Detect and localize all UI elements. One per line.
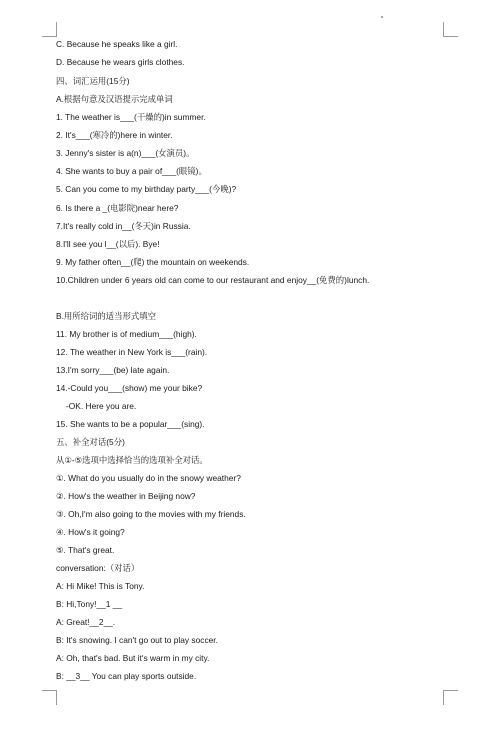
question-10: 10.Children under 6 years old can come to our restaurant and enjoy__(免费的)lunch. <box>56 275 370 285</box>
crop-mark-bottom-right <box>443 690 458 705</box>
dialogue-line-2: B: Hi,Tony!__1 __ <box>56 599 123 609</box>
conversation-label: conversation:（对话） <box>56 563 140 573</box>
question-14-reply: -OK. Here you are. <box>66 401 137 411</box>
part-b-instruction: B.用所给词的适当形式填空 <box>56 311 157 321</box>
question-11: 11. My brother is of medium___(high). <box>56 329 197 339</box>
dialogue-instruction: 从①-⑤选项中选择恰当的选项补全对话。 <box>56 455 208 465</box>
dialogue-line-4: B: It's snowing. I can't go out to play soccer. <box>56 635 218 645</box>
crop-mark-top-right <box>443 22 458 37</box>
crop-mark-top-left <box>42 22 57 37</box>
question-7: 7.It's really cold in__(冬天)in Russia. <box>56 221 191 231</box>
question-4: 4. She wants to buy a pair of___(眼镜)。 <box>56 166 207 176</box>
section-4-heading: 四、词汇运用(15分) <box>56 76 130 86</box>
question-5: 5. Can you come to my birthday party___(今晚)? <box>56 184 237 194</box>
page-speck <box>381 16 383 18</box>
part-a-instruction: A.根据句意及汉语提示完成单词 <box>56 94 173 104</box>
question-15: 15. She wants to be a popular___(sing). <box>56 419 205 429</box>
crop-mark-bottom-left <box>42 690 57 705</box>
question-13: 13.I'm sorry___(be) late again. <box>56 365 170 375</box>
question-8: 8.I'll see you l__(以后). Bye! <box>56 239 160 249</box>
dialogue-line-1: A: Hi Mike! This is Tony. <box>56 581 145 591</box>
choice-5: ⑤. That's great. <box>56 545 115 555</box>
question-1: 1. The weather is___(干燥的)in summer. <box>56 112 206 122</box>
dialogue-line-5: A: Oh, that's bad. But it's warm in my city. <box>56 653 210 663</box>
dialogue-line-6: B: __3__ You can play sports outside. <box>56 671 197 681</box>
choice-2: ②. How's the weather in Beijing now? <box>56 491 196 501</box>
choice-4: ④. How's it going? <box>56 527 125 537</box>
choice-3: ③. Oh,I'm also going to the movies with my friends. <box>56 509 246 519</box>
dialogue-line-3: A: Great!__2__. <box>56 617 116 627</box>
question-3: 3. Jenny's sister is a(n)___(女演员)。 <box>56 148 195 158</box>
question-9: 9. My father often__(爬) the mountain on weekends. <box>56 257 250 267</box>
question-6: 6. Is there a _(电影院)near here? <box>56 203 179 213</box>
question-2: 2. It's___(寒冷的)here in winter. <box>56 130 173 140</box>
choice-1: ①. What do you usually do in the snowy weather? <box>56 473 241 483</box>
question-12: 12. The weather in New York is___(rain). <box>56 347 208 357</box>
option-c: C. Because he speaks like a girl. <box>56 39 178 49</box>
section-5-heading: 五、补全对话(5分) <box>56 437 125 447</box>
option-d: D. Because he wears girls clothes. <box>56 57 185 67</box>
question-14: 14.-Could you___(show) me your bike? <box>56 383 203 393</box>
